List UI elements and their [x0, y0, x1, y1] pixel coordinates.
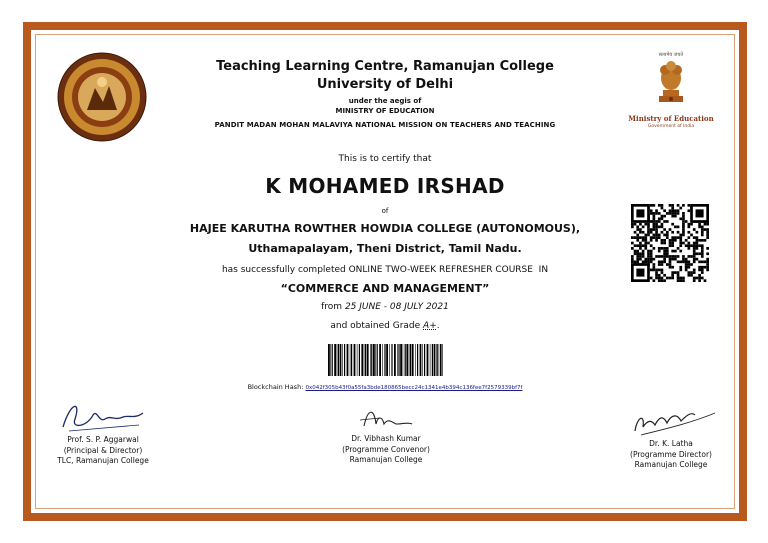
grade-suffix: .: [436, 321, 440, 331]
from-label: from: [321, 302, 345, 312]
signatory-role: (Principal & Director): [63, 445, 143, 455]
header-ministry: MINISTRY OF EDUCATION: [335, 107, 435, 115]
emblem-subcaption: Government of India: [647, 124, 695, 129]
blockchain-hash-row: [31, 383, 739, 391]
ministry-emblem: [621, 52, 721, 132]
signatory-org: TLC, Ramanujan College: [57, 456, 149, 465]
completion-prefix: has successfully completed: [221, 265, 349, 275]
college-location: Uthamapalayam, Theni District, Tamil Nadu.: [248, 242, 522, 255]
blockchain-hash-link[interactable]: 0x042f305b43f0a55fa3bde180865becc24c1341e4b394c136fee7f2579339bf7f: [305, 385, 523, 391]
header-aegis: under the aegis of: [348, 97, 422, 105]
signatory-org: Ramanujan College: [634, 460, 708, 469]
signatory-convenor: [316, 402, 456, 466]
barcode-icon: [327, 344, 445, 376]
recipient-name: K MOHAMED IRSHAD: [265, 174, 505, 198]
signatory-name: Prof. S. P. Aggarwal: [67, 435, 139, 444]
national-emblem-icon: [651, 56, 691, 114]
course-dates-line: [31, 302, 739, 312]
completion-course-type: ONLINE TWO-WEEK REFRESHER COURSE: [348, 265, 533, 275]
college-name: HAJEE KARUTHA ROWTHER HOWDIA COLLEGE (AUTONOMOUS),: [189, 222, 581, 235]
header-university: University of Delhi: [316, 77, 454, 92]
signatory-principal: [33, 397, 173, 467]
signatory-role: (Programme Director): [630, 449, 712, 459]
signature-latha-icon: [621, 397, 721, 439]
qr-code-icon: [631, 204, 709, 282]
completion-suffix: IN: [532, 265, 549, 275]
grade-value: A+: [423, 321, 437, 331]
signatory-role: (Programme Convenor): [342, 444, 430, 454]
blockchain-hash-label: Blockchain Hash:: [247, 383, 306, 391]
of-text: of: [381, 207, 389, 215]
grade-line: [31, 321, 739, 331]
signatory-name: Dr. K. Latha: [649, 439, 693, 448]
header-institution: Teaching Learning Centre, Ramanujan College: [216, 59, 554, 74]
signature-aggarwal-icon: [53, 397, 153, 435]
certify-text: This is to certify that: [338, 154, 432, 164]
signatory-director: [601, 397, 741, 471]
header-mission: PANDIT MADAN MOHAN MALAVIYA NATIONAL MISSION ON TEACHERS AND TEACHING: [214, 121, 556, 129]
emblem-caption: Ministry of Education: [628, 114, 714, 123]
course-dates: 25 JUNE - 08 JULY 2021: [344, 302, 449, 312]
certificate-frame: [23, 22, 747, 521]
grade-prefix: and obtained Grade: [330, 321, 424, 331]
signatory-name: Dr. Vibhash Kumar: [351, 434, 421, 443]
course-name: “COMMERCE AND MANAGEMENT”: [280, 282, 490, 295]
signature-kumar-icon: [346, 402, 426, 434]
signatory-org: Ramanujan College: [349, 455, 423, 464]
emblem-motto: सत्यमेव जयते: [658, 52, 684, 58]
